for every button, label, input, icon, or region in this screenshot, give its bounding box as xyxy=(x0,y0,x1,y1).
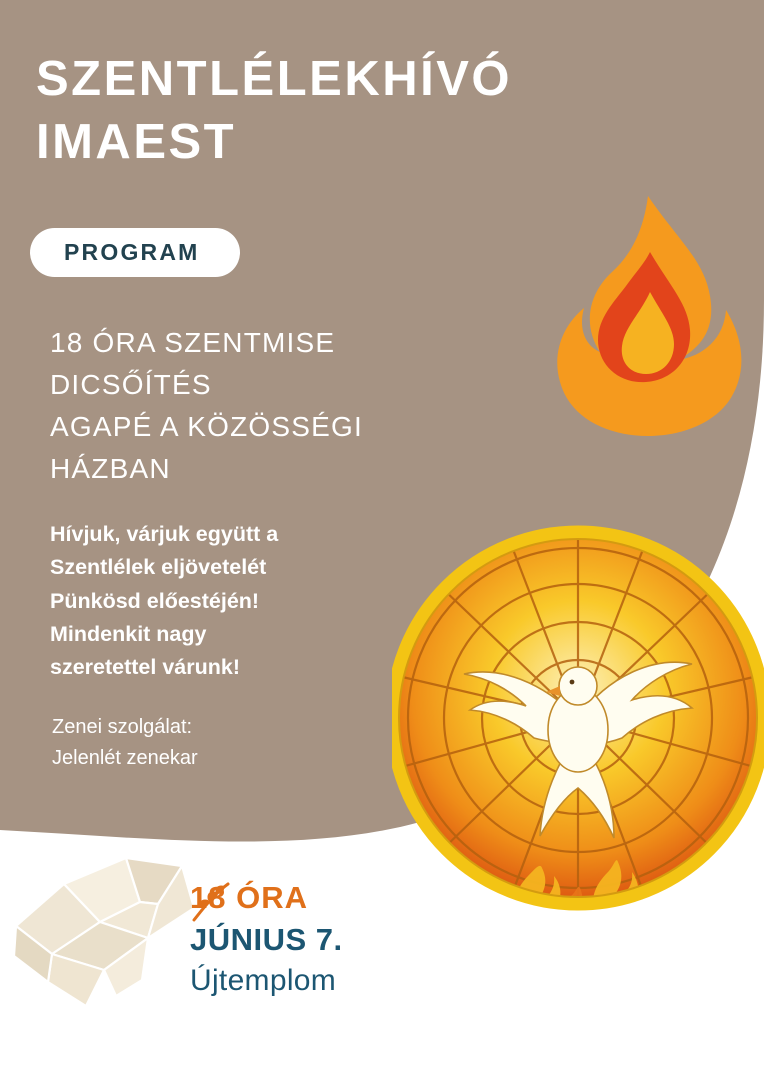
origami-dove-icon xyxy=(8,830,198,1015)
event-date: JÚNIUS 7. xyxy=(190,921,343,957)
flame-icon xyxy=(528,188,763,438)
event-hour: 18 ÓRA xyxy=(190,880,308,915)
invitation-line: Mindenkit nagy xyxy=(50,621,207,646)
program-item: HÁZBAN xyxy=(50,453,171,484)
dove-stained-glass-icon xyxy=(392,468,764,968)
program-item: 18 ÓRA SZENTMISE xyxy=(50,327,336,358)
program-list xyxy=(50,322,430,490)
title-line-2: IMAEST xyxy=(36,114,237,169)
poster-title xyxy=(36,48,512,173)
music-line: Jelenlét zenekar xyxy=(52,747,198,769)
event-place: Újtemplom xyxy=(190,963,337,997)
title-line-1: SZENTLÉLEKHÍVÓ xyxy=(36,52,513,106)
music-service xyxy=(52,712,372,774)
invitation-text xyxy=(50,518,390,685)
invitation-line: Szentlélek eljövetelét xyxy=(50,555,267,580)
program-label-text: PROGRAM xyxy=(64,239,200,265)
program-item: DICSŐÍTÉS xyxy=(50,369,212,400)
invitation-line: Hívjuk, várjuk együtt a xyxy=(50,522,279,546)
event-details xyxy=(190,880,343,999)
music-line: Zenei szolgálat: xyxy=(52,716,193,738)
program-label-pill xyxy=(30,228,240,277)
invitation-line: Pünkösd előestéjén! xyxy=(50,588,260,613)
invitation-line: szeretettel várunk! xyxy=(50,655,240,680)
program-item: AGAPÉ A KÖZÖSSÉGI xyxy=(50,411,363,442)
